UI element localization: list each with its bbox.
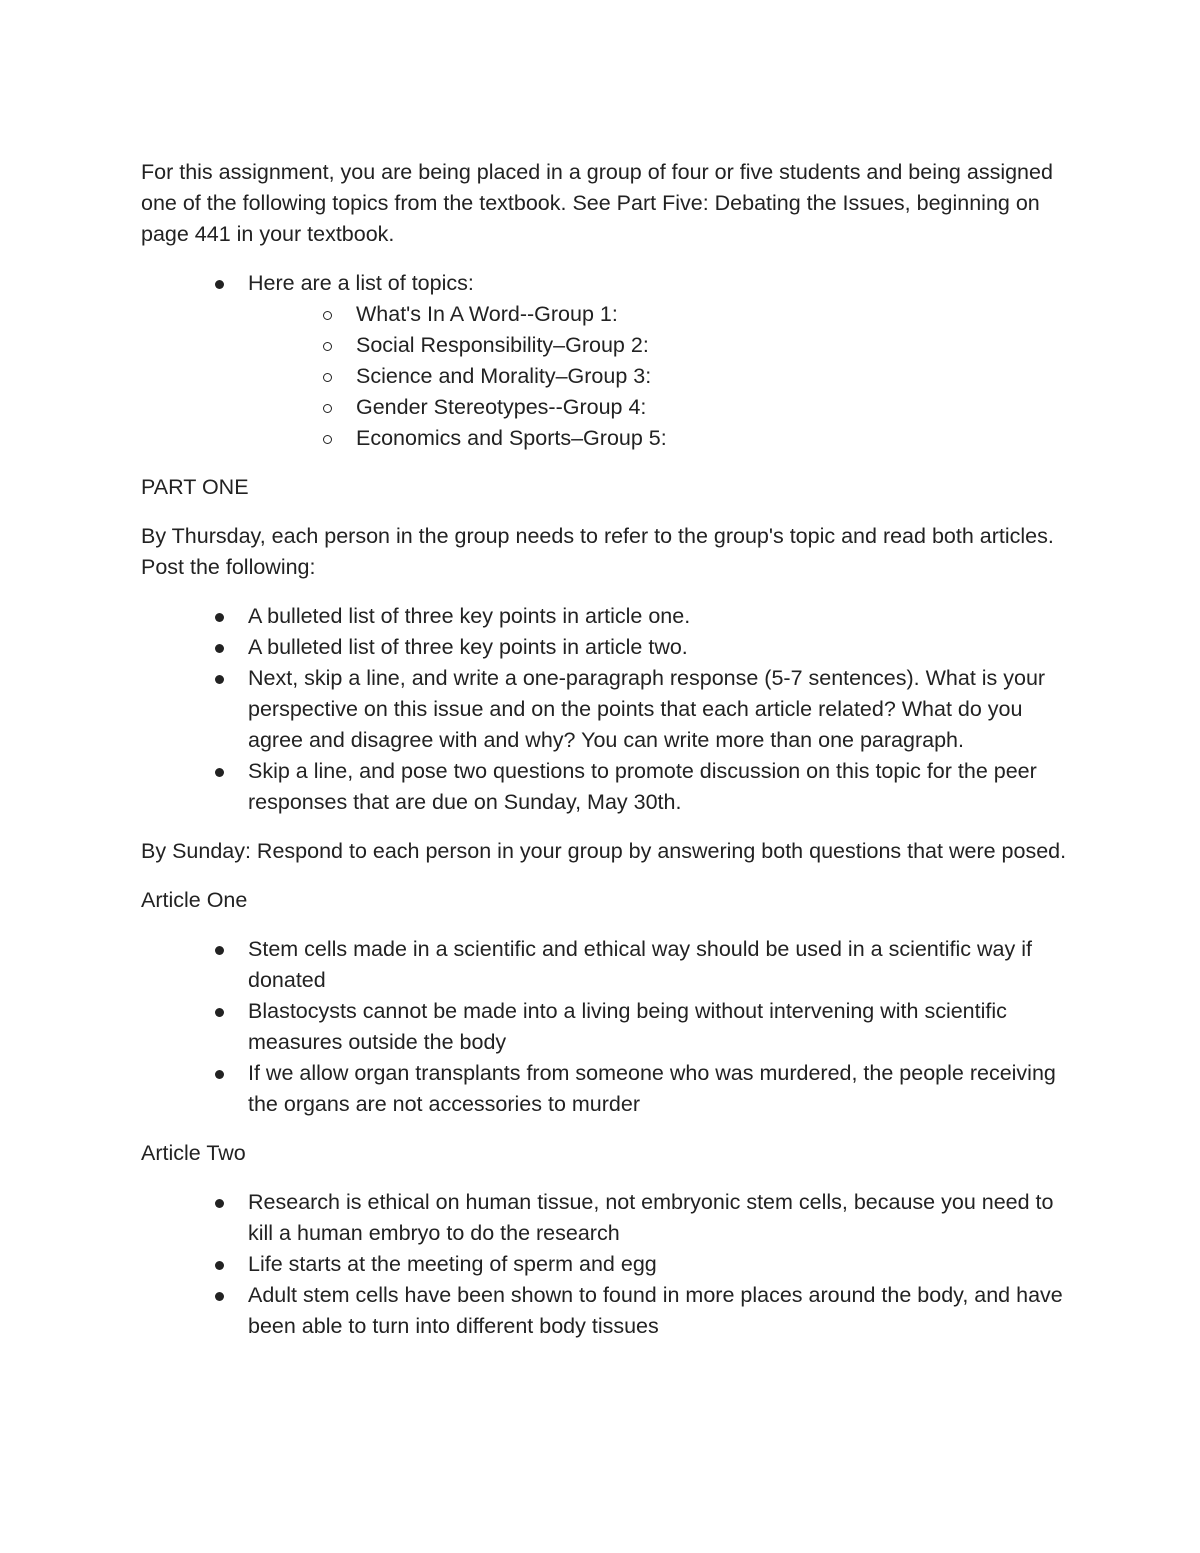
bullet-icon [215, 1292, 224, 1301]
bullet-icon [215, 946, 224, 955]
bullet-icon [215, 1199, 224, 1208]
list-item: Stem cells made in a scientific and ethical way should be used in a scientific way if donated [141, 934, 1071, 996]
article-two-heading: Article Two [141, 1141, 246, 1165]
list-item: Gender Stereotypes--Group 4: [248, 392, 1071, 423]
list-item: Adult stem cells have been shown to found in more places around the body, and have been able to turn into different body tissues [141, 1280, 1071, 1342]
bullet-icon [215, 280, 224, 289]
list-item: If we allow organ transplants from someone who was murdered, the people receiving the organs are not accessories to murder [141, 1058, 1071, 1120]
part-one-paragraph: By Thursday, each person in the group needs to refer to the group's topic and read both articles. Post the following: [141, 524, 1054, 579]
hollow-bullet-icon [323, 311, 332, 320]
topics-sublist [248, 299, 1071, 454]
intro-paragraph: For this assignment, you are being placed in a group of four or five students and being assigned one of the following topics from the textbook. See Part Five: Debating the Issues, beginning on page 441 in your textbook. [141, 160, 1053, 246]
bullet-icon [215, 1261, 224, 1270]
article-one-heading: Article One [141, 888, 248, 912]
list-item: Skip a line, and pose two questions to promote discussion on this topic for the peer responses that are due on Sunday, May 30th. [141, 756, 1071, 818]
document-page [141, 157, 1071, 1360]
list-item: A bulleted list of three key points in article two. [141, 632, 1071, 663]
bullet-icon [215, 1008, 224, 1017]
hollow-bullet-icon [323, 373, 332, 382]
article-one-list [141, 934, 1071, 1120]
bullet-icon [215, 1070, 224, 1079]
sunday-paragraph: By Sunday: Respond to each person in your group by answering both questions that were posed. [141, 839, 1067, 863]
list-item: Next, skip a line, and write a one-paragraph response (5-7 sentences). What is your perspective on this issue and on the points that each article related? What do you agree and disagree with and why? You can write more than one paragraph. [141, 663, 1071, 756]
list-item: Social Responsibility–Group 2: [248, 330, 1071, 361]
hollow-bullet-icon [323, 435, 332, 444]
bullet-icon [215, 675, 224, 684]
list-item: A bulleted list of three key points in article one. [141, 601, 1071, 632]
list-item: Science and Morality–Group 3: [248, 361, 1071, 392]
bullet-icon [215, 768, 224, 777]
hollow-bullet-icon [323, 342, 332, 351]
part-one-heading: PART ONE [141, 475, 249, 499]
list-item [141, 268, 1071, 454]
article-two-list [141, 1187, 1071, 1342]
list-item: Research is ethical on human tissue, not embryonic stem cells, because you need to kill a human embryo to do the research [141, 1187, 1071, 1249]
list-item: Life starts at the meeting of sperm and egg [141, 1249, 1071, 1280]
hollow-bullet-icon [323, 404, 332, 413]
topics-intro: Here are a list of topics: [248, 271, 474, 295]
part-one-list [141, 601, 1071, 818]
bullet-icon [215, 613, 224, 622]
list-item: Economics and Sports–Group 5: [248, 423, 1071, 454]
topics-list [141, 268, 1071, 454]
list-item: What's In A Word--Group 1: [248, 299, 1071, 330]
bullet-icon [215, 644, 224, 653]
list-item: Blastocysts cannot be made into a living being without intervening with scientific measures outside the body [141, 996, 1071, 1058]
